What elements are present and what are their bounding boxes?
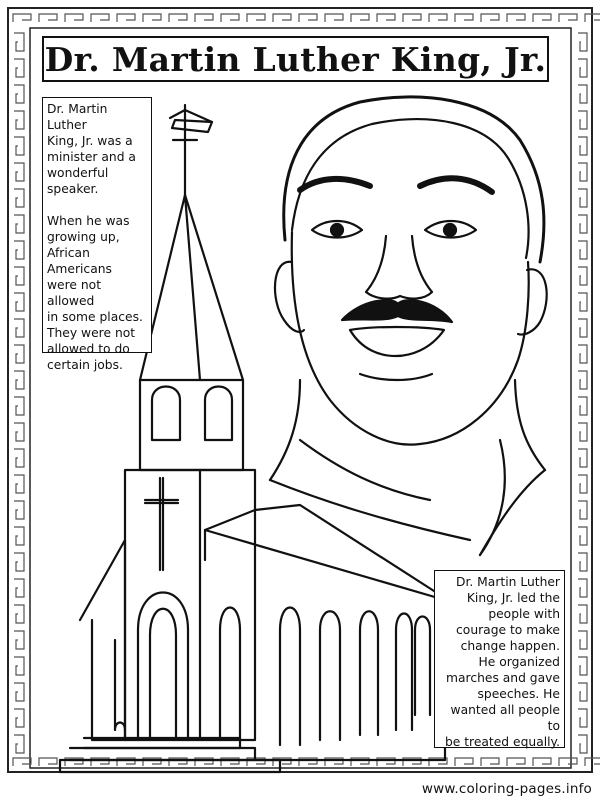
watermark-credit: www.coloring-pages.info (421, 781, 592, 797)
right-paragraph: Dr. Martin Luther King, Jr. led the people with courage to make change happen. He organized marches and gave speeches. He wanted all people to be treated equally. (444, 575, 560, 749)
left-text-box (42, 97, 152, 372)
left-paragraph-2: When he was growing up, African Americans were not allowed in some places. They were not allowed to do certain jobs. (47, 214, 143, 372)
page-title: Dr. Martin Luther King, Jr. (44, 39, 547, 79)
portrait-drawing (270, 97, 547, 555)
right-text-box (434, 570, 565, 748)
left-paragraph-1: Dr. Martin Luther King, Jr. was a minister and a wonderful speaker. (47, 102, 136, 196)
